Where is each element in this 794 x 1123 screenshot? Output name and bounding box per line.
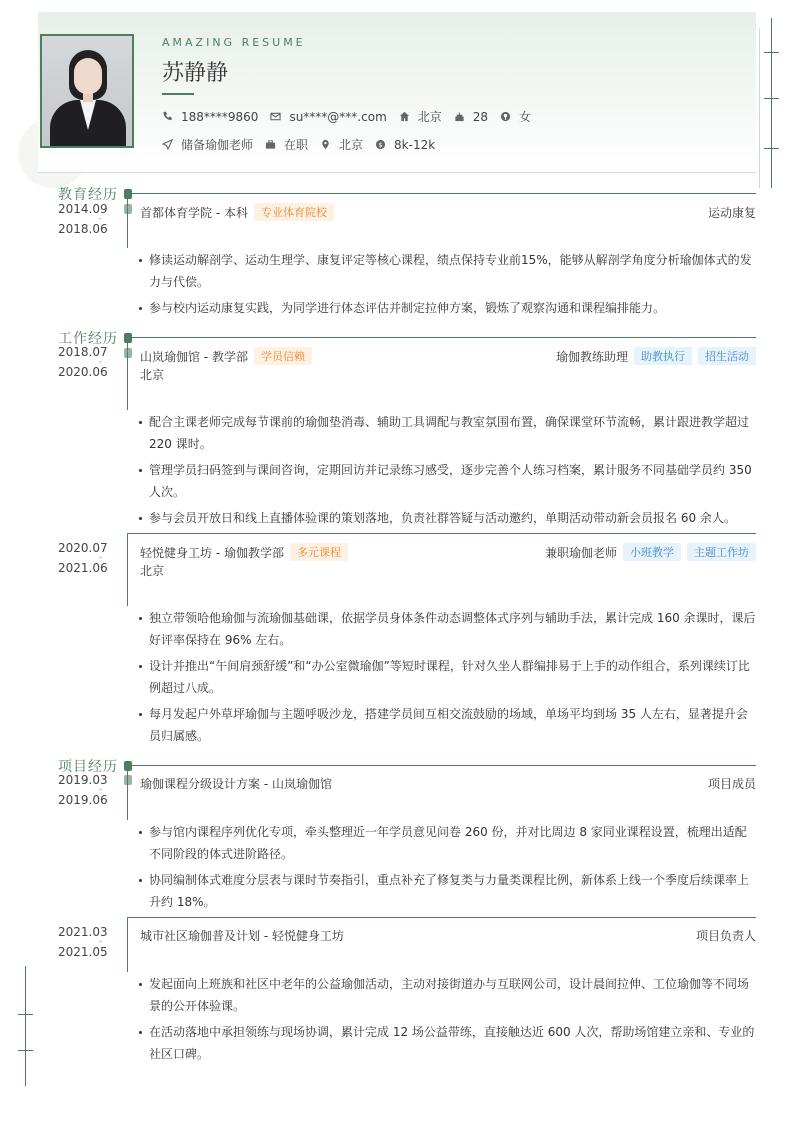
project-name: 城市社区瑜伽普及计划 - 轻悦健身工坊: [140, 929, 344, 943]
info-value: 储备瑜伽老师: [181, 138, 254, 152]
info-value: 在职: [284, 138, 309, 152]
info-value: 188****9860: [181, 109, 259, 124]
date-value: 2021.05: [58, 945, 108, 959]
project-role: 项目成员: [707, 777, 756, 791]
education-bullets: [138, 249, 756, 323]
date-value: 2020.07: [58, 541, 108, 555]
company-name: 轻悦健身工坊 - 瑜伽教学部: [140, 545, 284, 560]
briefcase-icon: [265, 139, 276, 150]
education-entry-head: [140, 203, 756, 221]
project-date: [58, 773, 108, 807]
work-section-line: [128, 337, 756, 338]
salary-icon: [375, 139, 386, 150]
projects-section-title: 项目经历: [58, 759, 118, 775]
contact-age: [454, 110, 488, 124]
list-item: 参与校内运动康复实践，为同学进行体态评估并制定拉伸方案，锻炼了观察沟通和课程编排能力。: [138, 297, 756, 319]
work-bullets: [138, 411, 756, 533]
project-name: 瑜伽课程分级设计方案 - 山岚瑜伽馆: [140, 777, 332, 791]
date-value: 2020.06: [58, 365, 108, 379]
contact-row: [162, 108, 543, 125]
timeline-line: [127, 917, 128, 972]
date-value: 2021.03: [58, 925, 108, 939]
role-tag: 小班教学: [623, 543, 681, 561]
info-value: 北京: [417, 110, 442, 124]
list-item: 在活动落地中承担领练与现场协调，累计完成 12 场公益带练，直接触达近 600 人次，帮助场馆建立亲和、专业的社区口碑。: [138, 1021, 756, 1065]
projects-section-line: [128, 765, 756, 766]
major-name: 运动康复: [707, 205, 756, 220]
list-item: 每月发起户外草坪瑜伽与主题呼吸沙龙，搭建学员间互相交流鼓励的场域，单场平均到场 35 人左右，显著提升会员归属感。: [138, 703, 756, 747]
list-item: 配合主课老师完成每节课前的瑜伽垫消毒、辅助工具调配与教室氛围布置，确保课堂环节流畅，累计跟进教学超过 220 课时。: [138, 411, 756, 455]
work-location: 北京: [140, 564, 165, 578]
section-marker: [124, 333, 132, 343]
section-marker: [124, 189, 132, 199]
list-item: 设计并推出“午间肩颈舒缓”和“办公室微瑜伽”等短时课程，针对久坐人群编排易于上手的动作组合，系列课续订比例超过八成。: [138, 655, 756, 699]
job-role: 瑜伽教练助理: [555, 349, 628, 364]
school-name: 首都体育学院 - 本科: [140, 205, 248, 220]
entry-divider: [127, 917, 756, 918]
date-separator: -: [98, 553, 102, 563]
header-divider: [38, 172, 756, 173]
timeline-marker: [124, 348, 132, 358]
education-date: [58, 202, 108, 236]
date-value: 2014.09: [58, 202, 108, 216]
timeline-marker: [124, 204, 132, 214]
contact-gender: [500, 108, 531, 125]
timeline-line: [127, 770, 128, 820]
date-value: 2021.06: [58, 561, 108, 575]
school-tag: 专业体育院校: [254, 203, 334, 221]
date-separator: -: [98, 214, 102, 224]
project-date: [58, 925, 108, 959]
company-tag: 学员信赖: [254, 347, 312, 365]
date-separator: -: [98, 785, 102, 795]
svg-text:$: $: [378, 140, 383, 149]
work-bullets: [138, 607, 756, 751]
home-icon: [399, 111, 410, 122]
role-tag: 主题工作坊: [687, 543, 756, 561]
date-separator: -: [98, 937, 102, 947]
work-entry-head: [140, 543, 756, 561]
role-tag: 助教执行: [634, 347, 692, 365]
entry-divider: [127, 533, 756, 534]
contact-email: [270, 110, 386, 124]
list-item: 参与会员开放日和线上直播体验课的策划落地，负责社群答疑与活动邀约，单期活动带动新会员报名 60 余人。: [138, 507, 756, 529]
timeline-marker: [124, 775, 132, 785]
timeline-line: [127, 198, 128, 248]
decorative-ruler-right: [771, 18, 772, 188]
info-value: 女: [519, 110, 532, 124]
work-section-title: 工作经历: [58, 331, 118, 347]
date-value: 2019.03: [58, 773, 108, 787]
contact-city: [399, 108, 442, 125]
education-section-title: 教育经历: [58, 187, 118, 203]
intent-city: [320, 136, 363, 153]
decorative-ruler-left: [25, 966, 26, 1086]
work-date: [58, 345, 108, 379]
work-date: [58, 541, 108, 575]
project-entry-head: [140, 927, 756, 944]
company-name: 山岚瑜伽馆 - 教学部: [140, 349, 248, 364]
date-value: 2019.06: [58, 793, 108, 807]
intent-row: [162, 136, 447, 153]
list-item: 参与馆内课程序列优化专项，牵头整理近一年学员意见问卷 260 份，并对比周边 8 家同业课程设置，梳理出适配不同阶段的体式进阶路径。: [138, 821, 756, 865]
list-item: 发起面向上班族和社区中老年的公益瑜伽活动，主动对接街道办与互联网公司，设计晨间拉伸、工位瑜伽等不同场景的公开体验课。: [138, 973, 756, 1017]
phone-icon: [162, 111, 173, 122]
info-value: 28: [472, 109, 489, 124]
project-role: 项目负责人: [695, 929, 756, 943]
cake-icon: [454, 111, 465, 122]
send-icon: [162, 139, 173, 150]
timeline-line: [127, 533, 128, 606]
work-location: 北京: [140, 368, 165, 382]
project-bullets: [138, 821, 756, 917]
list-item: 独立带领哈他瑜伽与流瑜伽基础课，依据学员身体条件动态调整体式序列与辅助手法，累计完成 160 余课时，课后好评率保持在 96% 左右。: [138, 607, 756, 651]
resume-kicker: AMAZING RESUME: [162, 36, 306, 49]
job-role: 兼职瑜伽老师: [544, 545, 617, 560]
company-tag: 多元课程: [290, 543, 348, 561]
section-marker: [124, 761, 132, 771]
project-entry-head: [140, 775, 756, 792]
info-value: 8k-12k: [394, 137, 436, 152]
mail-icon: [270, 111, 281, 122]
date-value: 2018.06: [58, 222, 108, 236]
date-value: 2018.07: [58, 345, 108, 359]
date-separator: -: [98, 357, 102, 367]
location-icon: [320, 139, 331, 150]
work-entry-head: [140, 347, 756, 365]
list-item: 管理学员扫码签到与课间咨询，定期回访并记录练习感受，逐步完善个人练习档案，累计服务不同基础学员约 350 人次。: [138, 459, 756, 503]
info-value: 北京: [339, 138, 364, 152]
intent-salary: [375, 138, 435, 152]
name-underline: [162, 93, 194, 95]
contact-phone: [162, 110, 258, 124]
role-tag: 招生活动: [698, 347, 756, 365]
candidate-name: 苏静静: [162, 61, 229, 86]
intent-position: [162, 136, 253, 153]
info-value: su****@***.com: [289, 109, 387, 124]
list-item: 协同编制体式难度分层表与课时节奏指引，重点补充了修复类与力量类课程比例，新体系上线一个季度后续课率上升约 18%。: [138, 869, 756, 913]
list-item: 修读运动解剖学、运动生理学、康复评定等核心课程，绩点保持专业前15%，能够从解剖学角度分析瑜伽体式的发力与代偿。: [138, 249, 756, 293]
timeline-line: [127, 342, 128, 410]
project-bullets: [138, 973, 756, 1069]
decorative-line-right: [759, 28, 760, 188]
profile-photo: [40, 34, 134, 148]
gender-icon: [500, 111, 511, 122]
education-section-line: [128, 193, 756, 194]
intent-status: [265, 136, 308, 153]
